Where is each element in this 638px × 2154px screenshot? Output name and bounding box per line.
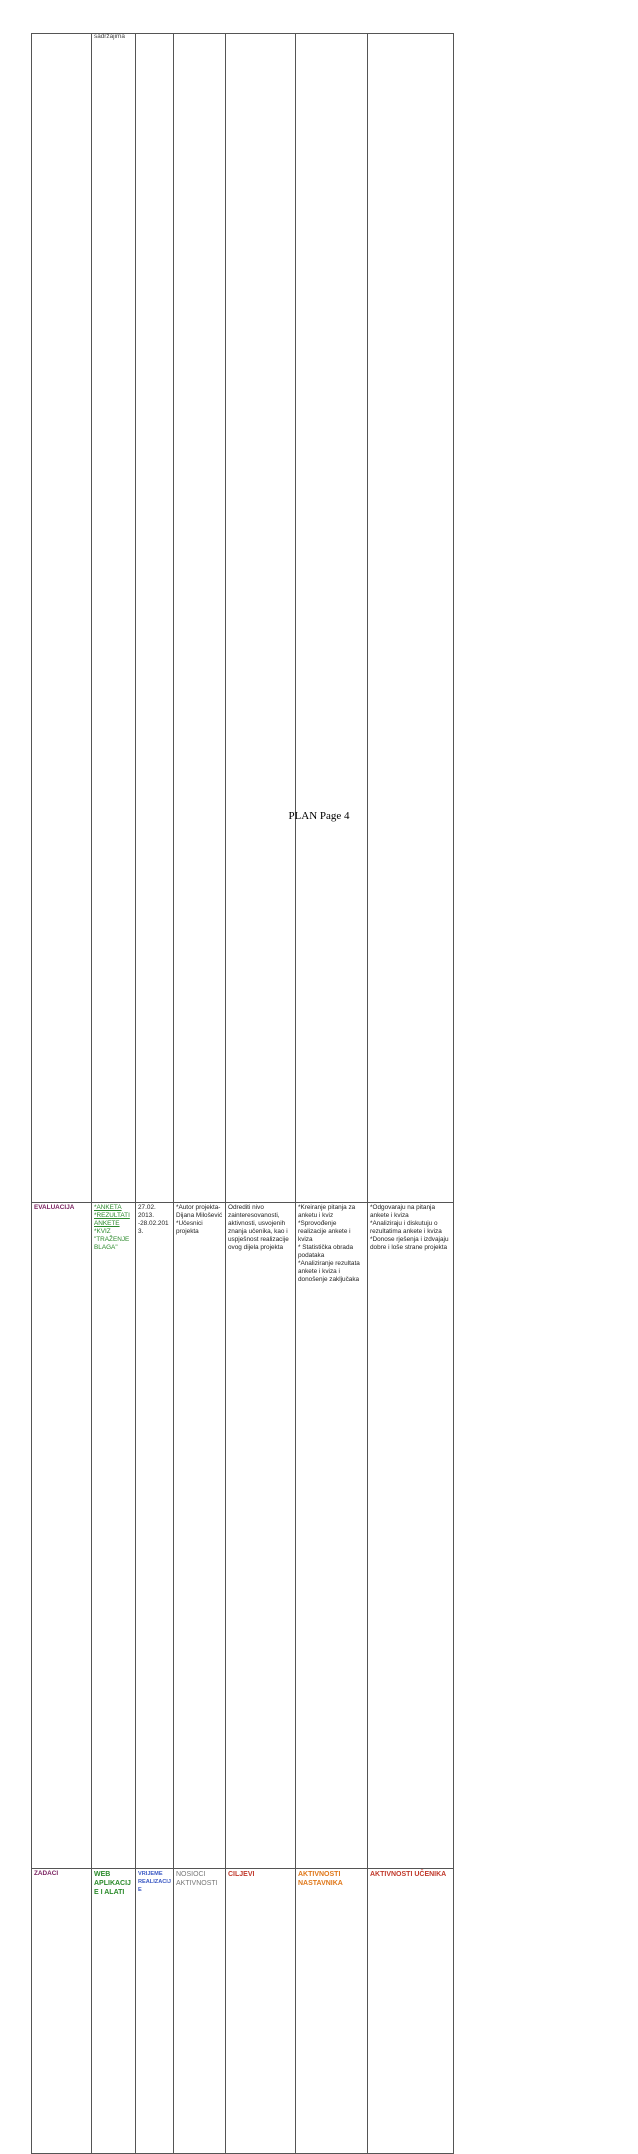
header-ciljevi [226,1869,296,2154]
cell-empty [296,34,368,1203]
cell-empty [174,34,226,1203]
teacher-text: *Kreiranje pitanja za anketu i kviz *Sprovođenje realizacije ankete i kviza * Statistička obrada podataka *Analiziranje rezultata ankete i kviza i donošenje zaključaka [298,1203,360,1284]
header-text: AKTIVNOSTI NASTAVNIKA [298,1871,343,1888]
cell-empty [368,34,454,1203]
header-text: VRIJEME REALIZACIJE [138,1871,171,1894]
header-web [92,1869,136,2154]
table-row-evaluacija [32,1202,607,1869]
goals-text: Odrediti nivo zainteresovanosti, aktivnosti, usvojenih znanja učenika, kao i uspješnost realizacije ovog dijela projekta [228,1203,289,1251]
carriers-text: *Autor projekta- Dijana Milošević *Učesnici projekta [176,1203,223,1235]
plan-table [31,33,607,2154]
table-header-row [32,1869,607,2154]
dates-text: 27.02. 2013. -28.02.2013. [138,1203,169,1235]
cell-goals [226,1202,296,1869]
cell-empty [226,34,296,1203]
page-footer: PLAN Page 4 [288,810,350,822]
cell-carriers [174,1202,226,1869]
header-text: AKTIVNOSTI UČENIKA [370,1871,447,1879]
cell-teacher [296,1202,368,1869]
header-aktivnosti-nastavnika [296,1869,368,2154]
header-zadaci [32,1869,92,2154]
cell-dates [136,1202,174,1869]
header-vrijeme [136,1869,174,2154]
cell-students [368,1202,454,1869]
cell-tools-top [92,34,136,1203]
cell-empty [136,34,174,1203]
header-aktivnosti-ucenika [368,1869,454,2154]
header-nosioci [174,1869,226,2154]
cell-tools [92,1202,136,1869]
link-anketa[interactable]: *ANKETA [94,1203,122,1211]
cut-text: sadržajima [94,33,125,40]
row-label-text: EVALUACIJA [34,1203,75,1211]
tool-kviz: *KVIZ [94,1227,111,1235]
tool-trazenje-blaga: "TRAŽENJE BLAGA" [94,1235,130,1251]
row-label [32,1202,92,1869]
link-rezultati-ankete[interactable]: *REZULTATI ANKETE [94,1211,130,1227]
cell-empty [32,34,92,1203]
header-text: WEB APLIKACIJE I ALATI [94,1871,131,1897]
header-text: NOSIOCI AKTIVNOSTI [176,1871,218,1888]
header-text: ZADACI [34,1870,59,1878]
students-text: *Odgovaraju na pitanja ankete i kviza *Analiziraju i diskutuju o rezultatima ankete i kviza *Donose rješenja i izdvajaju dobre i loše strane projekta [370,1203,449,1251]
header-text: CILJEVI [228,1871,255,1879]
table-row-top [32,34,607,1203]
